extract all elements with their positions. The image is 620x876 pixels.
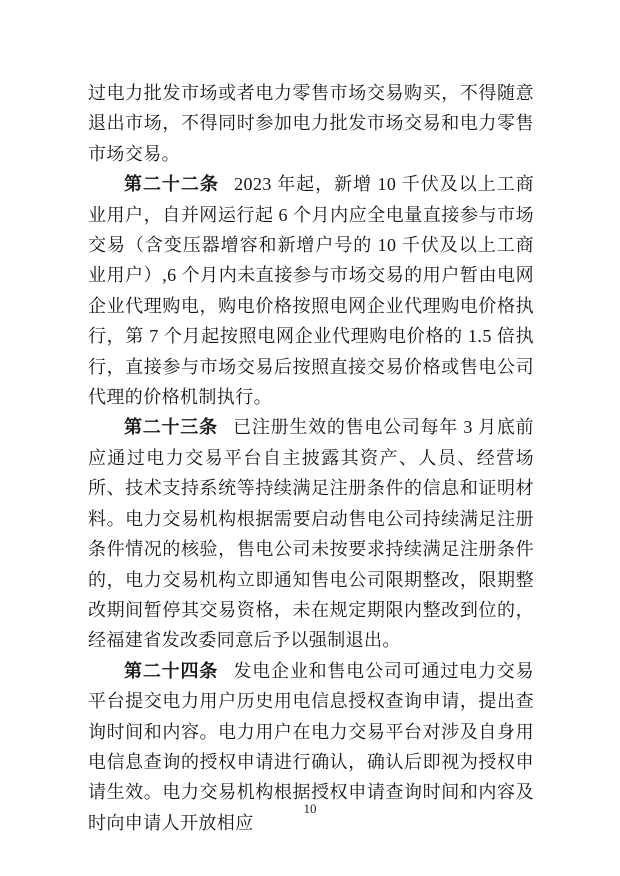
article-heading: 第二十三条	[124, 417, 218, 438]
paragraph-article-23	[88, 412, 534, 655]
page-footer	[0, 801, 620, 817]
paragraph-text: 发电企业和售电公司可通过电力交易平台提交电力用户历史用电信息授权查询申请，提出查询时间和内容。电力用户在电力交易平台对涉及自身用电信息查询的授权申请进行确认，确认后即视为授权申请生效。电力交易机构根据授权申请查询时间和内容及时向申请人开放相应	[88, 660, 534, 833]
page-content	[88, 78, 534, 838]
article-heading: 第二十四条	[124, 660, 219, 681]
paragraph-text: 过电力批发市场或者电力零售市场交易购买，不得随意退出市场，不得同时参加电力批发市场交易和电力零售市场交易。	[88, 83, 534, 164]
paragraph-text: 已注册生效的售电公司每年 3 月底前应通过电力交易平台自主披露其资产、人员、经营场所、技术支持系统等持续满足注册条件的信息和证明材料。电力交易机构根据需要启动售电公司持续满足注册条件情况的核验，售电公司未按要求持续满足注册条件的，电力交易机构立即通知售电公司限期整改，限期整改期间暂停其交易资格，未在规定期限内整改到位的，经福建省发改委同意后予以强制退出。	[88, 417, 535, 651]
page-number: 10	[303, 801, 317, 816]
article-heading: 第二十二条	[124, 174, 219, 195]
paragraph-article-22	[88, 169, 534, 412]
paragraph-text: 2023 年起，新增 10 千伏及以上工商业用户，自并网运行起 6 个月内应全电量直接参与市场交易（含变压器增容和新增户号的 10 千伏及以上工商业用户）,6 个月内未直接参与市场交易的用户暂由电网企业代理购电，购电价格按照电网企业代理购电价格执行，第 7 个月起按照电网企业代理购电价格的 1.5 倍执行，直接参与市场交易后按照直接交易价格或售电公司代理的价格机制执行。	[88, 174, 534, 408]
paragraph-continuation	[88, 78, 534, 169]
